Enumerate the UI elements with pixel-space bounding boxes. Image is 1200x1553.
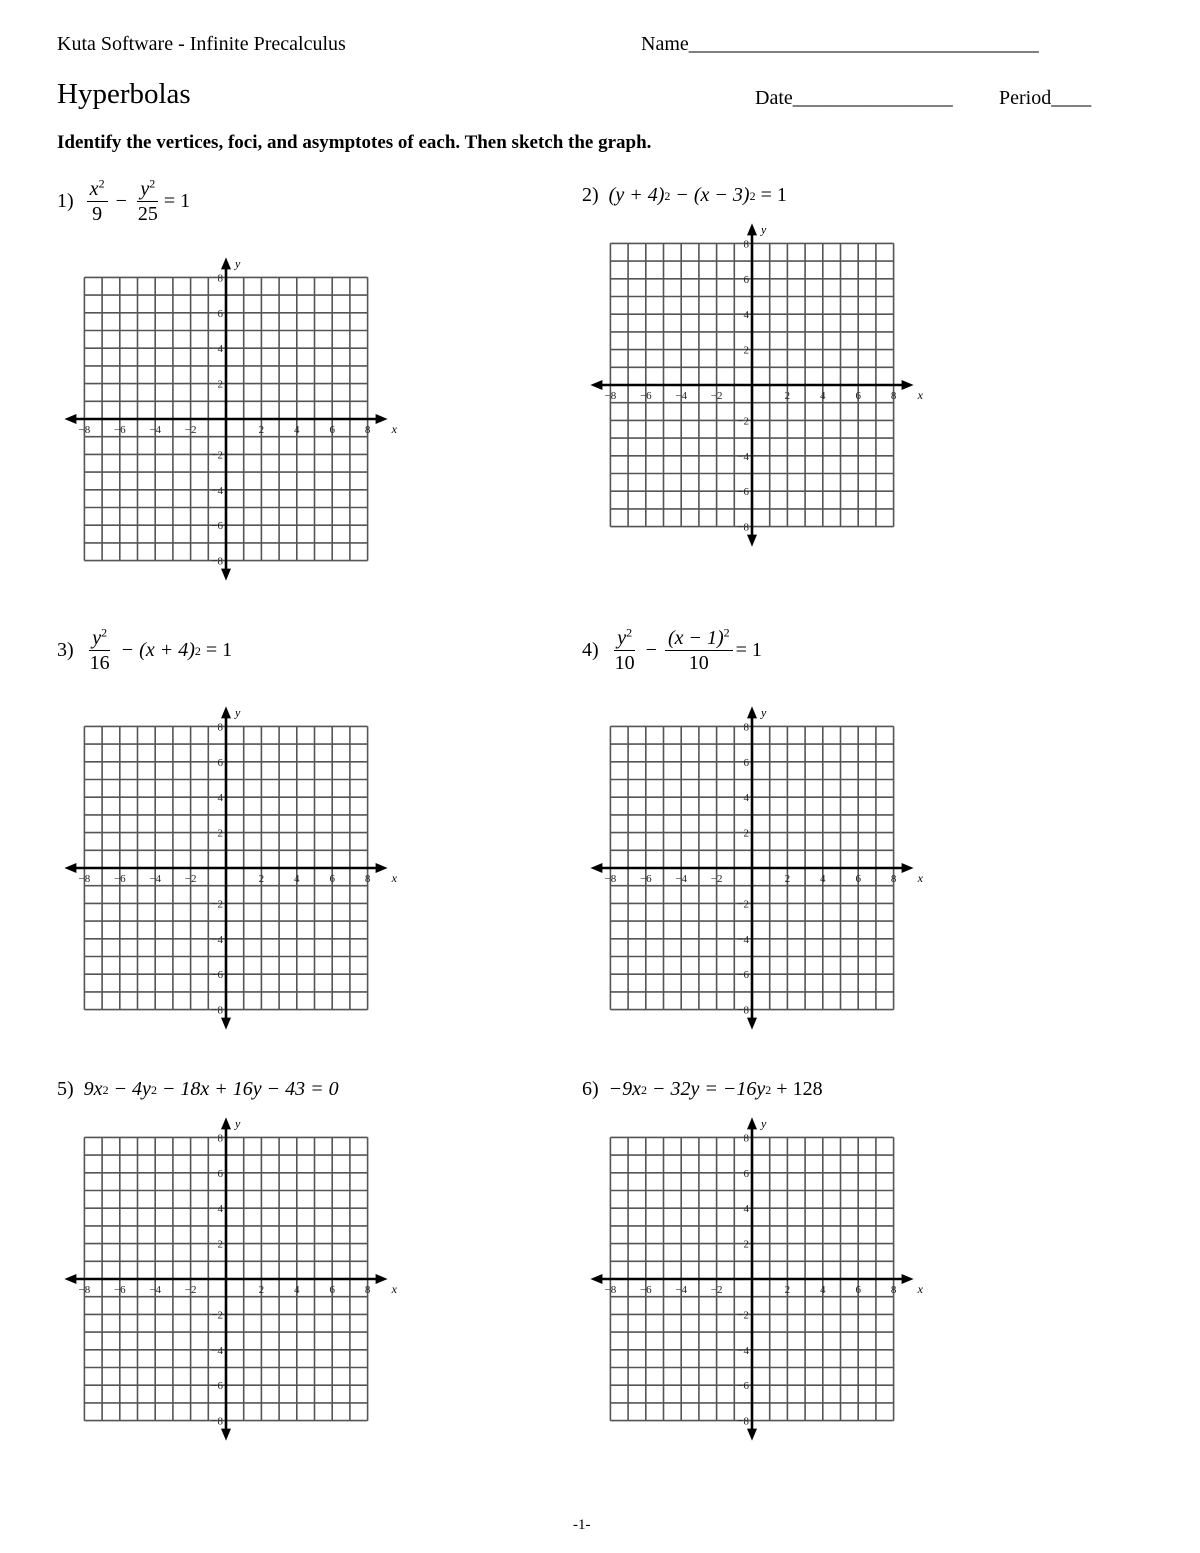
x-tick-label: −8 (604, 1284, 617, 1296)
y-tick-label: 4 (743, 1203, 749, 1216)
y-tick-label: 6 (743, 273, 749, 286)
y-tick-label: −6 (737, 969, 749, 982)
x-tick-label: 8 (890, 873, 897, 885)
x-tick-label: −6 (113, 424, 126, 436)
x-tick-label: 8 (890, 390, 897, 402)
x-tick-label: 2 (258, 873, 265, 885)
y-tick-label: −4 (737, 450, 749, 463)
x-tick-label: −2 (184, 1284, 197, 1296)
y-tick-label: −4 (737, 1344, 749, 1357)
x-tick-label: 4 (820, 873, 826, 885)
y-tick-label: 8 (743, 1132, 749, 1145)
problem-4: 4) $\frac{y^2}{10}$ − $\frac{(x - 1)^2}{10}$ = 1 (582, 625, 762, 674)
y-tick-label: 2 (743, 1238, 749, 1251)
x-tick-label: −8 (78, 873, 91, 885)
y-tick-label: −2 (737, 898, 749, 911)
y-tick-label: 8 (743, 721, 749, 734)
fraction: $\frac{y^2}{10}$ (614, 625, 635, 674)
x-axis-label: x (917, 388, 923, 402)
y-tick-label: −2 (737, 1309, 749, 1322)
problem-6: 6) −9x 2 − 32y = −16y 2 + 128 (582, 1078, 823, 1100)
y-tick-label: −2 (211, 898, 223, 911)
x-tick-label: −4 (149, 1284, 162, 1296)
page-number: -1- (573, 1517, 591, 1533)
x-axis-label: x (391, 422, 397, 436)
fraction: $\frac{y^2}{16}$ (89, 625, 110, 674)
y-tick-label: −8 (211, 1415, 223, 1428)
fraction: $\frac{x^2}{9}$ (87, 178, 108, 225)
x-tick-label: −2 (184, 873, 197, 885)
y-tick-label: −4 (737, 933, 749, 946)
problem-2: 2) (y + 4) 2 − (x − 3) 2 = 1 (582, 184, 787, 206)
y-tick-label: 2 (217, 1238, 223, 1251)
x-tick-label: −8 (604, 873, 617, 885)
y-tick-label: 6 (743, 756, 749, 769)
x-tick-label: 6 (329, 873, 335, 885)
y-tick-label: 2 (743, 827, 749, 840)
date-blank: ________________ (792, 87, 953, 109)
y-tick-label: 2 (217, 378, 223, 391)
x-tick-label: 8 (364, 1284, 371, 1296)
y-tick-label: −4 (211, 1344, 223, 1357)
y-tick-label: −2 (737, 415, 749, 428)
y-tick-label: 2 (217, 827, 223, 840)
instructions: Identify the vertices, foci, and asymptotes of each. Then sketch the graph. (57, 132, 652, 153)
x-tick-label: −6 (113, 1284, 126, 1296)
period-label: Period (999, 87, 1052, 109)
y-tick-label: 8 (217, 721, 223, 734)
x-tick-label: −6 (639, 1284, 652, 1296)
x-tick-label: −2 (710, 873, 723, 885)
y-tick-label: −8 (737, 1004, 749, 1017)
problem-5: 5) 9x 2 − 4y 2 − 18x + 16y − 43 = 0 (57, 1078, 339, 1100)
x-tick-label: 2 (784, 390, 791, 402)
y-tick-label: 8 (217, 272, 223, 285)
x-tick-label: 4 (294, 424, 300, 436)
x-tick-label: 8 (364, 873, 371, 885)
x-tick-label: 6 (855, 390, 861, 402)
y-tick-label: 4 (217, 1203, 223, 1216)
problem-number: 1) (57, 190, 74, 212)
y-axis-label: y (761, 1116, 767, 1131)
y-tick-label: 6 (217, 756, 223, 769)
y-tick-label: 6 (743, 1167, 749, 1180)
problem-number: 4) (582, 639, 599, 661)
x-axis-label: x (391, 871, 397, 885)
x-tick-label: −2 (710, 390, 723, 402)
x-tick-label: 2 (784, 873, 791, 885)
worksheet-title: Hyperbolas (57, 78, 191, 110)
x-tick-label: −6 (639, 873, 652, 885)
x-tick-label: 8 (890, 1284, 897, 1296)
y-axis-label: y (235, 256, 241, 271)
arrow-up-icon (747, 1117, 757, 1129)
y-tick-label: −4 (211, 933, 223, 946)
x-axis-label: x (917, 1282, 923, 1296)
y-tick-label: −8 (211, 1004, 223, 1017)
y-axis-label: y (235, 705, 241, 720)
period-blank: ____ (1051, 87, 1092, 109)
date-label: Date (755, 87, 793, 109)
fraction: $\frac{(x - 1)^2}{10}$ (665, 627, 733, 674)
y-tick-label: 8 (743, 238, 749, 251)
y-tick-label: 4 (217, 343, 223, 356)
x-tick-label: 2 (784, 1284, 791, 1296)
x-tick-label: 2 (258, 424, 265, 436)
y-axis-label: y (761, 222, 767, 237)
y-tick-label: −8 (737, 521, 749, 534)
y-axis-label: y (761, 705, 767, 720)
arrow-down-icon (747, 1429, 757, 1441)
x-tick-label: 6 (855, 1284, 861, 1296)
problem-number: 6) (582, 1078, 599, 1100)
problem-3: 3) $\frac{y^2}{16}$ − (x + 4) 2 = 1 (57, 625, 233, 674)
x-tick-label: −4 (675, 390, 688, 402)
x-tick-label: 6 (329, 424, 335, 436)
arrow-right-icon (902, 1274, 914, 1284)
problem-number: 5) (57, 1078, 74, 1100)
x-tick-label: −8 (78, 1284, 91, 1296)
x-tick-label: −4 (149, 873, 162, 885)
x-tick-label: −6 (639, 390, 652, 402)
x-tick-label: 6 (329, 1284, 335, 1296)
problem-1: 1) $\frac{x^2}{9}$ − $\frac{y^2}{25}$ = 1 (57, 176, 191, 225)
y-axis-label: y (235, 1116, 241, 1131)
y-tick-label: −4 (211, 484, 223, 497)
x-axis-label: x (391, 1282, 397, 1296)
x-tick-label: 4 (820, 1284, 826, 1296)
problem-number: 2) (582, 184, 599, 206)
y-tick-label: −6 (737, 486, 749, 499)
x-tick-label: −4 (149, 424, 162, 436)
x-tick-label: −8 (604, 390, 617, 402)
arrow-left-icon (590, 1274, 602, 1284)
x-tick-label: 6 (855, 873, 861, 885)
y-tick-label: −8 (737, 1415, 749, 1428)
x-tick-label: −8 (78, 424, 91, 436)
y-tick-label: 4 (743, 309, 749, 322)
y-tick-label: 2 (743, 344, 749, 357)
software-name: Kuta Software - Infinite Precalculus (57, 33, 346, 55)
y-tick-label: 8 (217, 1132, 223, 1145)
y-tick-label: −6 (737, 1380, 749, 1393)
y-tick-label: −6 (211, 969, 223, 982)
y-tick-label: −8 (211, 555, 223, 568)
y-tick-label: 6 (217, 1167, 223, 1180)
x-tick-label: −4 (675, 873, 688, 885)
fraction: $\frac{y^2}{25}$ (137, 176, 158, 225)
y-tick-label: 6 (217, 307, 223, 320)
x-tick-label: 4 (294, 873, 300, 885)
x-axis-label: x (917, 871, 923, 885)
x-tick-label: 8 (364, 424, 371, 436)
x-tick-label: −6 (113, 873, 126, 885)
x-tick-label: 2 (258, 1284, 265, 1296)
x-tick-label: −2 (710, 1284, 723, 1296)
x-tick-label: 4 (820, 390, 826, 402)
problem-number: 3) (57, 639, 74, 661)
x-tick-label: −2 (184, 424, 197, 436)
y-tick-label: −6 (211, 1380, 223, 1393)
y-tick-label: −6 (211, 520, 223, 533)
name-label: Name (641, 33, 689, 55)
y-tick-label: 4 (743, 792, 749, 805)
x-tick-label: −4 (675, 1284, 688, 1296)
y-tick-label: −2 (211, 1309, 223, 1322)
y-tick-label: 4 (217, 792, 223, 805)
y-tick-label: −2 (211, 449, 223, 462)
name-blank: ___________________________________ (688, 33, 1039, 55)
x-tick-label: 4 (294, 1284, 300, 1296)
